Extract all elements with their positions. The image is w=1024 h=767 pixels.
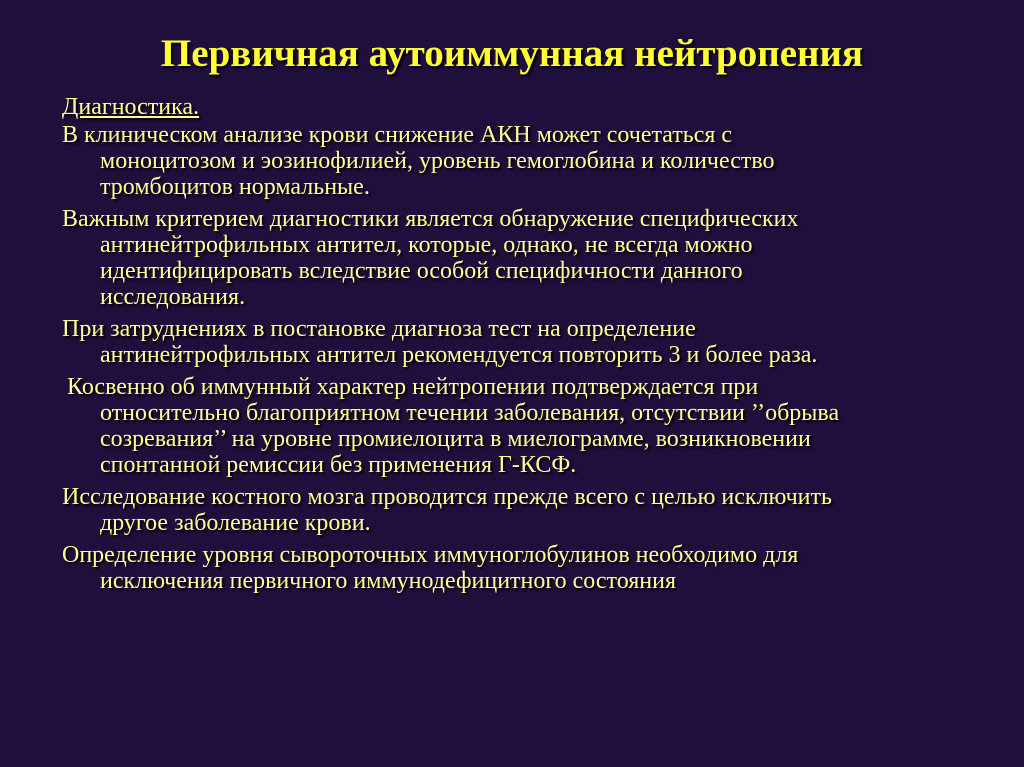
section-heading: Диагностика.: [62, 94, 200, 120]
slide-body: [62, 94, 992, 600]
paragraph-line: При затруднениях в постановке диагноза тест на определение: [62, 316, 696, 342]
paragraph-line: созревания’’ на уровне промиелоцита в миелограмме, возникновении: [100, 426, 811, 452]
paragraph-line: другое заболевание крови.: [100, 510, 371, 536]
paragraph-antibody-criterion: [62, 206, 992, 310]
paragraph-line: относительно благоприятном течении заболевания, отсутствии ’’обрыва: [100, 400, 840, 426]
paragraph-repeat-test: [62, 316, 992, 368]
paragraph-line: моноцитозом и эозинофилией, уровень гемоглобина и количество: [100, 148, 775, 174]
paragraph-line: исключения первичного иммунодефицитного состояния: [100, 568, 676, 594]
paragraph-immunoglobulins: [62, 542, 992, 594]
paragraph-line: В клиническом анализе крови снижение АКН может сочетаться с: [62, 122, 733, 148]
paragraph-line: идентифицировать вследствие особой специфичности данного: [100, 258, 743, 284]
paragraph-line: тромбоцитов нормальные.: [100, 174, 370, 200]
paragraph-bone-marrow: [62, 484, 992, 536]
paragraph-line: исследования.: [100, 284, 246, 310]
paragraph-line: Определение уровня сывороточных иммуноглобулинов необходимо для: [62, 542, 799, 568]
paragraph-line: антинейтрофильных антител, которые, однако, не всегда можно: [100, 232, 753, 258]
slide-title: Первичная аутоиммунная нейтропения: [160, 32, 864, 75]
paragraph-line: спонтанной ремиссии без применения Г-КСФ.: [100, 452, 577, 478]
paragraph-line: Косвенно об иммунный характер нейтропении подтверждается при: [67, 374, 759, 400]
paragraph-indirect-evidence: [62, 374, 992, 478]
paragraph-blood-analysis: [62, 122, 992, 200]
paragraph-line: антинейтрофильных антител рекомендуется повторить 3 и более раза.: [100, 342, 818, 368]
paragraph-line: Исследование костного мозга проводится прежде всего с целью исключить: [62, 484, 832, 510]
paragraph-line: Важным критерием диагностики является обнаружение специфических: [62, 206, 799, 232]
